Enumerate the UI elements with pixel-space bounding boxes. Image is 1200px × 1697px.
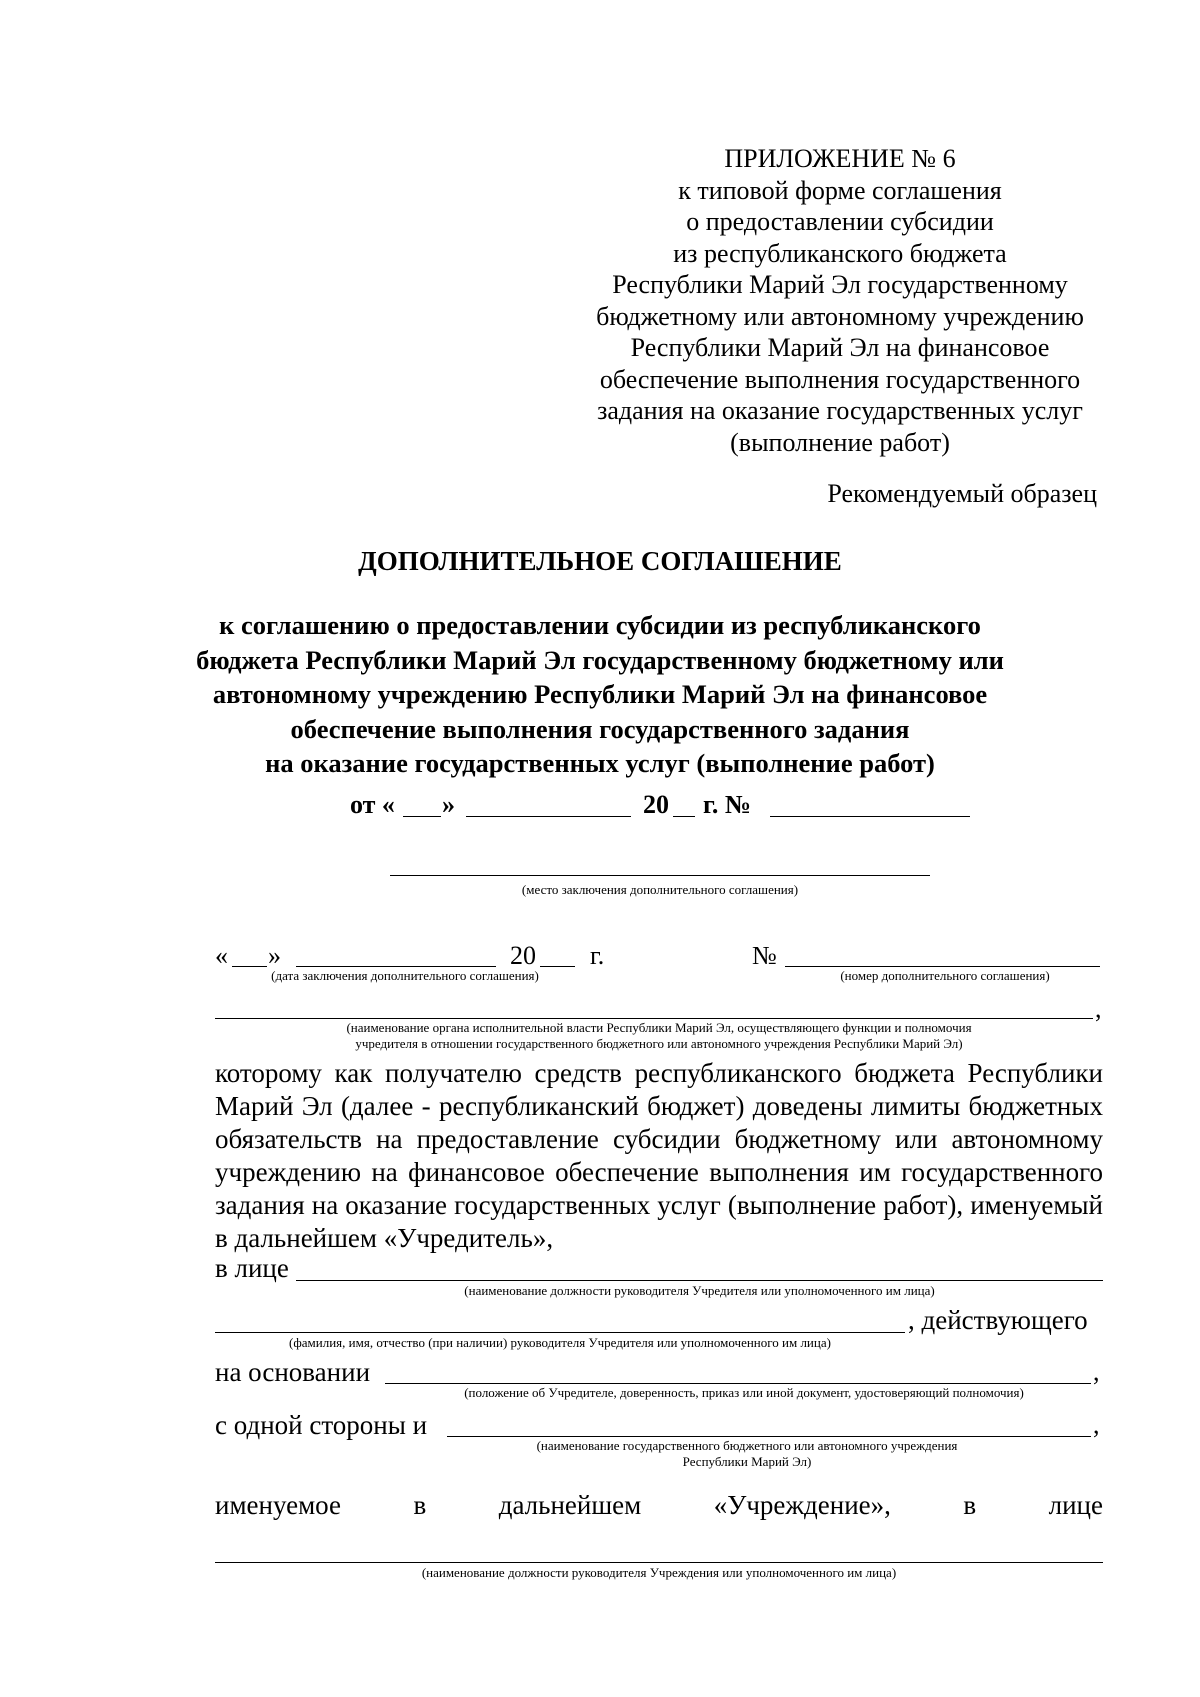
named-word: именуемое	[215, 1490, 341, 1520]
subtitle-line: автономному учреждению Республики Марий Эл на финансовое	[212, 679, 988, 709]
authority-caption-line: (наименование органа исполнительной власти Республики Марий Эл, осуществляющего функции и полномочия	[346, 1020, 972, 1035]
year-prefix: 20	[510, 941, 536, 970]
subtitle-line: на оказание государственных услуг (выполнение работ)	[265, 748, 935, 778]
institution-caption-line: (наименование государственного бюджетного или автономного учреждения	[536, 1438, 958, 1453]
place-blank[interactable]	[390, 875, 930, 876]
day-blank[interactable]	[232, 966, 267, 967]
number-caption: (номер дополнительного соглашения)	[840, 968, 1050, 983]
date-close-quote: »	[442, 790, 455, 819]
named-word: лице	[1048, 1490, 1103, 1520]
named-word: дальнейшем	[498, 1490, 642, 1520]
in-person-label: в лице	[215, 1253, 289, 1283]
body-text: которому как получателю средств республиканского бюджета Республики Марий Эл (далее - республиканский бюджет) доведены лимиты бюджетных обязательств на предоставление субсидии бюджетному или автономному учреждению на финансовое обеспечение выполнения им государственного задания на оказание государственных услуг (выполнение работ), именуемый в дальнейшем «Учредитель»,	[215, 1058, 1103, 1253]
basis-comma: ,	[1093, 1357, 1100, 1386]
founder-position-caption: (наименование должности руководителя Учредителя или уполномоченного им лица)	[464, 1283, 935, 1298]
appendix-header	[590, 143, 1090, 458]
appendix-line: задания на оказание государственных услуг	[597, 396, 1083, 425]
basis-blank[interactable]	[385, 1383, 1091, 1384]
year-blank[interactable]	[673, 816, 695, 817]
place-caption: (место заключения дополнительного соглашения)	[521, 882, 799, 897]
institution-position-blank[interactable]	[215, 1562, 1103, 1563]
close-quote: »	[268, 941, 281, 970]
appendix-line: (выполнение работ)	[730, 427, 950, 457]
month-blank[interactable]	[466, 816, 631, 817]
document-subtitle	[180, 608, 1020, 781]
basis-label: на основании	[215, 1357, 371, 1387]
date-caption: (дата заключения дополнительного соглашения)	[271, 968, 539, 983]
named-word: «Учреждение»,	[713, 1490, 891, 1520]
authority-name-blank[interactable]	[215, 1018, 1093, 1019]
date-from-label: от «	[350, 790, 395, 819]
appendix-line: Республики Марий Эл на финансовое	[630, 333, 1050, 362]
number-sign: №	[752, 941, 777, 970]
number-blank[interactable]	[785, 966, 1100, 967]
month-blank[interactable]	[296, 966, 496, 967]
subtitle-line: бюджета Республики Марий Эл государственному бюджетному или	[196, 644, 1004, 675]
named-word: в	[963, 1490, 977, 1520]
subtitle-line: обеспечение выполнения государственного задания	[290, 713, 910, 744]
institution-position-caption: (наименование должности руководителя Учреждения или уполномоченного им лица)	[421, 1565, 897, 1580]
year-blank[interactable]	[540, 966, 575, 967]
appendix-line: о предоставлении субсидии	[686, 207, 994, 236]
authority-caption-line: учредителя в отношении государственного бюджетного или автономного учреждения Республики Марий Эл)	[355, 1036, 963, 1051]
day-blank[interactable]	[403, 816, 441, 817]
acting-label: , действующего	[908, 1305, 1088, 1335]
year-suffix: г.	[590, 941, 605, 970]
institution-caption	[447, 1438, 1047, 1470]
institution-caption-line: Республики Марий Эл)	[682, 1454, 812, 1469]
institution-named-row	[215, 1489, 1103, 1521]
founder-name-caption: (фамилия, имя, отчество (при наличии) руководителя Учредителя или уполномоченного им лица)	[289, 1335, 831, 1350]
authority-caption	[215, 1020, 1103, 1052]
document-title: ДОПОЛНИТЕЛЬНОЕ СОГЛАШЕНИЕ	[358, 546, 842, 576]
basis-caption: (положение об Учредителе, доверенность, приказ или иной документ, удостоверяющий полномочия)	[464, 1385, 1024, 1400]
year-number-label: г. №	[703, 790, 752, 819]
agreement-number-blank[interactable]	[770, 816, 970, 817]
one-side-label: с одной стороны и	[215, 1410, 428, 1440]
sample-label: Рекомендуемый образец	[827, 479, 1097, 508]
institution-comma: ,	[1093, 1410, 1100, 1439]
appendix-line: ПРИЛОЖЕНИЕ № 6	[724, 144, 956, 173]
institution-name-blank[interactable]	[447, 1436, 1091, 1437]
subtitle-line: к соглашению о предоставлении субсидии из республиканского	[219, 610, 981, 640]
appendix-line: бюджетному или автономному учреждению	[596, 301, 1084, 331]
body-paragraph	[215, 1057, 1103, 1255]
founder-name-blank[interactable]	[215, 1332, 905, 1333]
appendix-line: к типовой форме соглашения	[678, 175, 1002, 205]
appendix-line: Республики Марий Эл государственному	[612, 270, 1068, 299]
appendix-line: из республиканского бюджета	[673, 238, 1007, 268]
year-prefix: 20	[643, 790, 669, 819]
authority-comma: ,	[1095, 994, 1102, 1023]
appendix-line: обеспечение выполнения государственного	[599, 364, 1081, 394]
open-quote: «	[215, 941, 228, 970]
named-word: в	[413, 1490, 427, 1520]
founder-position-blank[interactable]	[296, 1280, 1103, 1281]
